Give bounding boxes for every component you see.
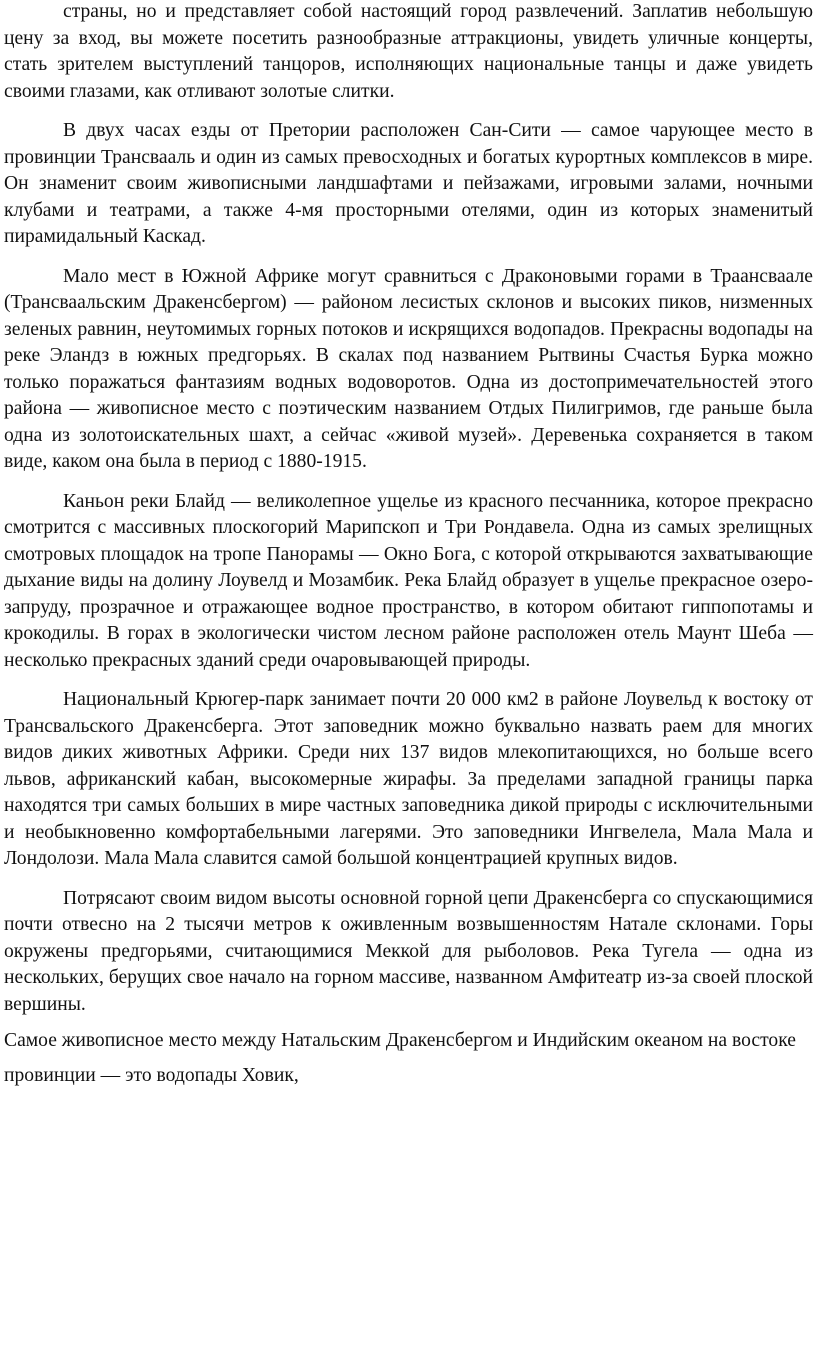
paragraph-howick-falls: Самое живописное место между Натальским Дракенсбергом и Индийским океаном на востоке провинции — это водопады Ховик, xyxy=(4,1030,796,1086)
paragraph-amusement-city: страны, но и представляет собой настоящий город развлечений. Заплатив небольшую цену за вход, вы можете посетить разнообразные аттракционы, увидеть уличные концерты, стать зрителем выступлений танцоров, исполняющих национальные танцы и даже увидеть своими глазами, как отливают золотые слитки. xyxy=(4,1,813,102)
paragraph-kruger-park: Национальный Крюгер-парк занимает почти 20 000 км2 в районе Лоувельд к востоку от Трансвальского Дракенсберга. Этот заповедник можно буквально назвать раем для многих видов диких животных Африки. Среди них 137 видов млекопитающихся, но больше всего львов, африканский кабан, высокомерные жирафы. За пределами западной границы парка находятся три самых больших в мире частных заповедника дикой природы с исключительными и необыкновенно комфортабельными лагерями. Это заповедники Ингвелела, Мала Мала и Лондолози. Мала Мала славится самой большой концентрацией крупных видов. xyxy=(4,689,813,869)
paragraph-blyde-canyon: Каньон реки Блайд — великолепное ущелье из красного песчанника, которое прекрасно смотрится с массивных плоскогорий Марипскоп и Три Рондавела. Одна из самых зрелищных смотровых площадок на тропе Панорамы — Окно Бога, с которой открываются захватывающие дыхание виды на долину Лоувелд и Мозамбик. Река Блайд образует в ущелье прекрасное озеро-запруду, прозрачное и отражающее водное пространство, в котором обитают гиппопотамы и крокодилы. В горах в экологически чистом лесном районе расположен отель Маунт Шеба — несколько прекрасных зданий среди очаровывающей природы. xyxy=(4,490,813,671)
paragraph-drakensberg-heights: Потрясают своим видом высоты основной горной цепи Дракенсберга со спускающимися почти отвесно на 2 тысячи метров к оживленным возвышенностям Натале склонами. Горы окружены предгорьями, считающимися Меккой для рыболовов. Река Тугела — одна из нескольких, берущих свое начало на горном массиве, названном Амфитеатр из-за своей плоской вершины. xyxy=(4,887,813,1015)
paragraph-sun-city: В двух часах езды от Претории расположен Сан-Сити — самое чарующее место в провинции Трансвааль и один из самых превосходных и богатых курортных комплексов в мире. Он знаменит своим живописными ландшафтами и пейзажами, игровыми залами, ночными клубами и театрами, а также 4-мя просторными отелями, один из которых знаменитый пирамидальный Каскад. xyxy=(4,120,813,247)
paragraph-transvaal-drakensberg: Мало мест в Южной Африке могут сравниться с Драконовыми горами в Траансваале (Трансваальским Дракенсбергом) — районом лесистых склонов и высоких пиков, низменных зеленых равнин, неутомимых горных потоков и искрящихся водопадов. Прекрасны водопады на реке Эландз в южных предгорьях. В скалах под названием Рытвины Счастья Бурка можно только поражаться фантазиям водных водоворотов. Одна из достопримечательностей этого района — живописное место с поэтическим названием Отдых Пилигримов, где раньше была одна из золотоискательных шахт, а сейчас «живой музей». Деревенька сохраняется в таком виде, каком она была в период с 1880-1915. xyxy=(4,265,813,472)
